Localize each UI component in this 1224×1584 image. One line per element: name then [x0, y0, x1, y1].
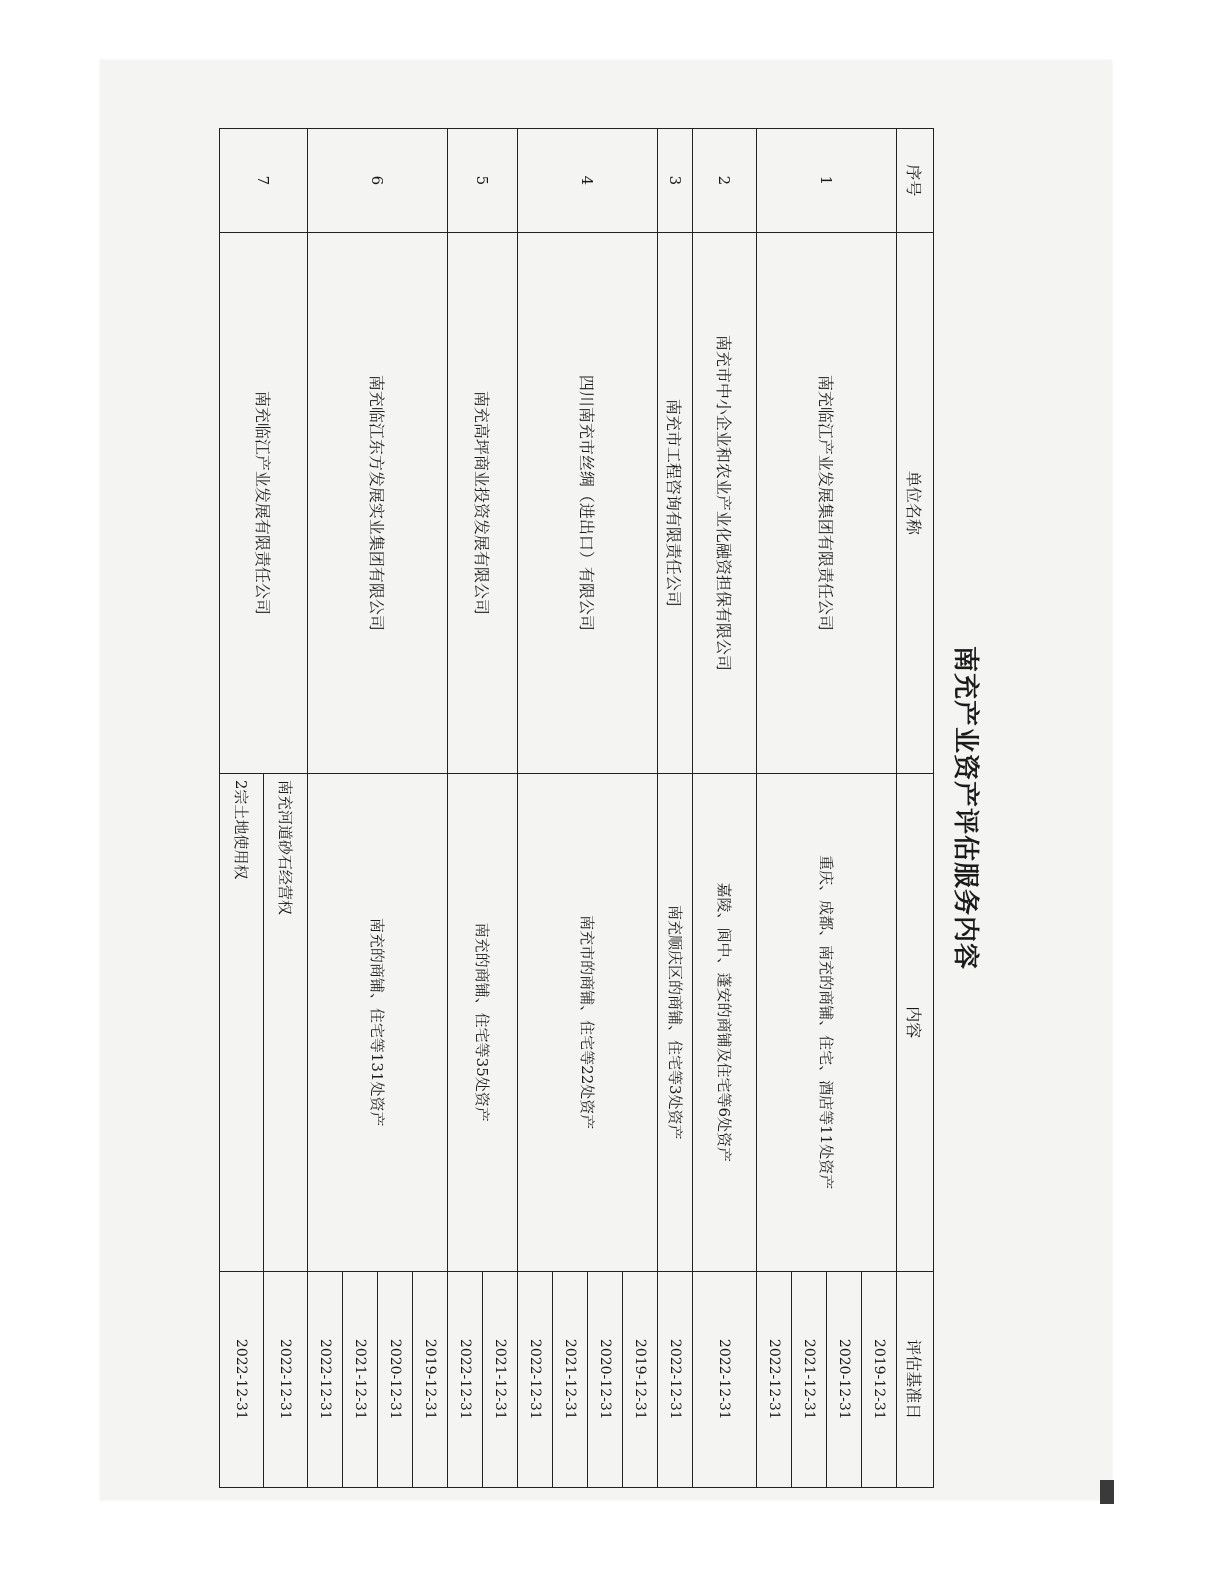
row-name: 南充市中小企业和农业产业化融资担保有限公司 — [693, 232, 757, 773]
row-date: 2022-12-31 — [448, 1271, 483, 1487]
service-table — [219, 128, 934, 1488]
row-no: 2 — [693, 129, 757, 233]
row-date: 2022-12-31 — [264, 1271, 308, 1487]
row-name: 南充临江东方发展实业集团有限公司 — [308, 232, 448, 773]
row-date: 2021-12-31 — [792, 1271, 827, 1487]
table-row — [264, 129, 308, 1488]
row-date: 2020-12-31 — [378, 1271, 413, 1487]
row-content: 南充市的商铺、住宅等22处资产 — [518, 773, 658, 1271]
row-date: 2022-12-31 — [518, 1271, 553, 1487]
header-name: 单位名称 — [897, 232, 934, 773]
row-content: 嘉陵、阆中、蓬安的商铺及住宅等6处资产 — [693, 773, 757, 1271]
row-name: 四川南充市丝绸（进出口）有限公司 — [518, 232, 658, 773]
row-content: 南充的商铺、住宅等35处资产 — [448, 773, 518, 1271]
row-content-line: 2宗土地使用权 — [220, 773, 264, 1271]
row-content-line: 南充河道砂石经营权 — [264, 773, 308, 1271]
table-row — [693, 129, 757, 1488]
row-name: 南充市工程咨询有限责任公司 — [658, 232, 693, 773]
row-name: 南充临江产业发展集团有限责任公司 — [757, 232, 897, 773]
header-no: 序号 — [897, 129, 934, 233]
row-date: 2021-12-31 — [343, 1271, 378, 1487]
row-date: 2022-12-31 — [220, 1271, 264, 1487]
header-date: 评估基准日 — [897, 1271, 934, 1487]
row-no: 1 — [757, 129, 897, 233]
row-date: 2022-12-31 — [693, 1271, 757, 1487]
row-no: 7 — [220, 129, 308, 233]
row-no: 6 — [308, 129, 448, 233]
row-date: 2020-12-31 — [827, 1271, 862, 1487]
row-name: 南充临江产业发展有限责任公司 — [220, 232, 308, 773]
row-date: 2022-12-31 — [658, 1271, 693, 1487]
table-row — [623, 129, 658, 1488]
row-date: 2019-12-31 — [623, 1271, 658, 1487]
row-date: 2019-12-31 — [413, 1271, 448, 1487]
row-date: 2019-12-31 — [862, 1271, 897, 1487]
row-content: 重庆、成都、南充的商铺、住宅、酒店等11处资产 — [757, 773, 897, 1271]
table-row — [658, 129, 693, 1488]
row-date: 2022-12-31 — [757, 1271, 792, 1487]
table-row — [483, 129, 518, 1488]
document-title: 南充产业资产评估服务内容 — [950, 645, 980, 970]
table-header-row — [897, 129, 934, 1488]
header-content: 内容 — [897, 773, 934, 1271]
rotated-document — [232, 120, 990, 1496]
row-no: 5 — [448, 129, 518, 233]
row-content: 南充的商铺、住宅等131处资产 — [308, 773, 448, 1271]
table-row — [862, 129, 897, 1488]
table-row — [413, 129, 448, 1488]
row-no: 4 — [518, 129, 658, 233]
row-no: 3 — [658, 129, 693, 233]
row-date: 2021-12-31 — [553, 1271, 588, 1487]
row-date: 2021-12-31 — [483, 1271, 518, 1487]
row-content: 南充顺庆区的商铺、住宅等3处资产 — [658, 773, 693, 1271]
row-date: 2022-12-31 — [308, 1271, 343, 1487]
page-edge-mark — [1100, 1480, 1114, 1504]
row-name: 南充高坪商业投资发展有限公司 — [448, 232, 518, 773]
row-date: 2020-12-31 — [588, 1271, 623, 1487]
